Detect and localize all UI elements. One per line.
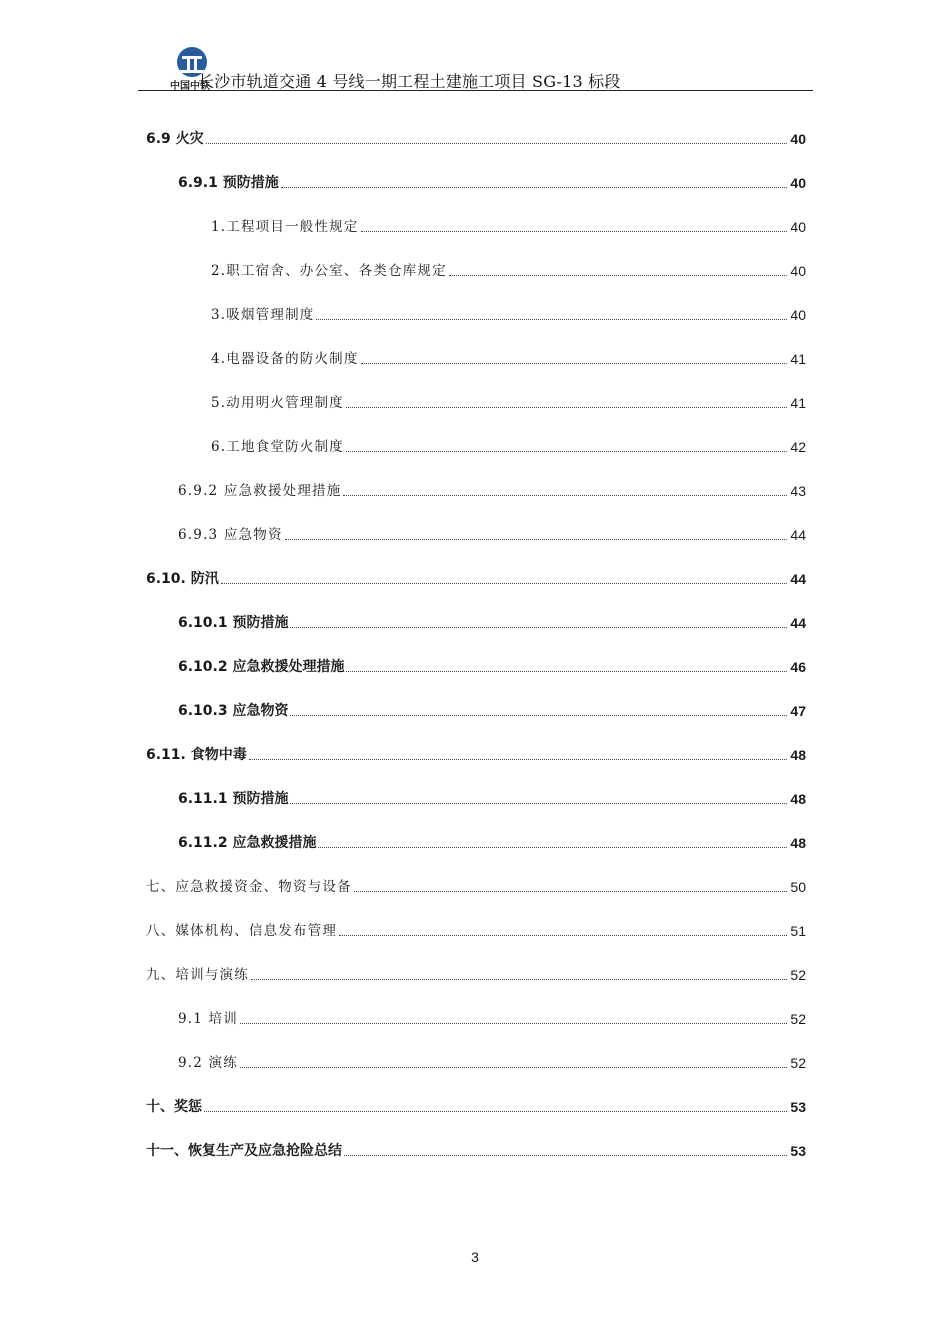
page-header bbox=[138, 40, 813, 92]
toc-entry[interactable] bbox=[146, 126, 806, 148]
toc-entry-page: 51 bbox=[790, 923, 806, 939]
toc-entry-label: 九、培训与演练 bbox=[146, 967, 249, 983]
toc-entry[interactable] bbox=[178, 522, 806, 544]
header-title: 长沙市轨道交通 4 号线一期工程土建施工项目 SG-13 标段 bbox=[198, 72, 621, 91]
toc-entry-label: 十、奖惩 bbox=[146, 1099, 202, 1115]
header-divider bbox=[138, 90, 813, 91]
toc-entry-page: 44 bbox=[790, 527, 806, 543]
toc-entry-page: 52 bbox=[790, 967, 806, 983]
toc-entry-label: 十一、恢复生产及应急抢险总结 bbox=[146, 1143, 342, 1159]
toc-entry-page: 43 bbox=[790, 483, 806, 499]
toc-entry[interactable] bbox=[178, 698, 806, 720]
toc-entry-page: 48 bbox=[790, 835, 806, 851]
toc-leader-dots bbox=[343, 494, 787, 496]
toc-entry[interactable] bbox=[146, 1094, 806, 1116]
toc-entry-page: 53 bbox=[790, 1099, 806, 1115]
toc-leader-dots bbox=[346, 406, 788, 408]
toc-entry-page: 48 bbox=[790, 791, 806, 807]
toc-leader-dots bbox=[361, 362, 788, 364]
toc-leader-dots bbox=[344, 1154, 787, 1156]
toc-leader-dots bbox=[316, 318, 787, 320]
toc-entry[interactable] bbox=[146, 874, 806, 896]
toc-entry-label: 七、应急救援资金、物资与设备 bbox=[146, 879, 352, 895]
toc-entry-label: 6.9.1 预防措施 bbox=[178, 175, 279, 191]
toc-entry-page: 41 bbox=[790, 395, 806, 411]
toc-entry-label: 1.工程项目一般性规定 bbox=[211, 219, 359, 235]
toc-entry-page: 42 bbox=[790, 439, 806, 455]
toc-entry[interactable] bbox=[178, 610, 806, 632]
toc-entry-page: 41 bbox=[790, 351, 806, 367]
toc-entry[interactable] bbox=[146, 962, 806, 984]
toc-entry-label: 9.1 培训 bbox=[178, 1011, 238, 1027]
toc-leader-dots bbox=[290, 626, 787, 628]
toc-entry[interactable] bbox=[146, 742, 806, 764]
toc-leader-dots bbox=[290, 802, 787, 804]
toc-entry-label: 9.2 演练 bbox=[178, 1055, 238, 1071]
toc-entry-label: 6.11.2 应急救援措施 bbox=[178, 835, 317, 851]
toc-entry-label: 6.9 火灾 bbox=[146, 131, 204, 147]
toc-entry[interactable] bbox=[178, 830, 806, 852]
toc-leader-dots bbox=[354, 890, 788, 892]
toc-entry-page: 40 bbox=[790, 131, 806, 147]
toc-leader-dots bbox=[240, 1066, 787, 1068]
toc-entry-page: 53 bbox=[790, 1143, 806, 1159]
toc-entry-label: 3.吸烟管理制度 bbox=[211, 307, 315, 323]
toc-entry[interactable] bbox=[146, 1138, 806, 1160]
toc-entry-page: 40 bbox=[790, 175, 806, 191]
toc-leader-dots bbox=[318, 846, 787, 848]
toc-entry-page: 40 bbox=[790, 307, 806, 323]
toc-entry[interactable] bbox=[178, 1050, 806, 1072]
toc-leader-dots bbox=[346, 450, 788, 452]
toc-leader-dots bbox=[339, 934, 787, 936]
toc-entry[interactable] bbox=[178, 654, 806, 676]
toc-entry-page: 52 bbox=[790, 1055, 806, 1071]
toc-entry-page: 48 bbox=[790, 747, 806, 763]
toc-entry[interactable] bbox=[146, 566, 806, 588]
toc-leader-dots bbox=[251, 978, 788, 980]
page-number: 3 bbox=[471, 1249, 479, 1265]
toc-entry[interactable] bbox=[211, 434, 806, 456]
toc-leader-dots bbox=[249, 758, 788, 760]
toc-entry-page: 50 bbox=[790, 879, 806, 895]
toc-entry[interactable] bbox=[146, 918, 806, 940]
toc-entry-label: 八、媒体机构、信息发布管理 bbox=[146, 923, 338, 939]
toc-entry-label: 6.10.1 预防措施 bbox=[178, 615, 289, 631]
toc-entry[interactable] bbox=[211, 346, 806, 368]
toc-entry-page: 44 bbox=[790, 615, 806, 631]
toc-leader-dots bbox=[240, 1022, 787, 1024]
toc-entry-label: 6.11.1 预防措施 bbox=[178, 791, 289, 807]
toc-entry-label: 6.11. 食物中毒 bbox=[146, 747, 247, 763]
toc-leader-dots bbox=[221, 582, 788, 584]
toc-leader-dots bbox=[361, 230, 788, 232]
toc-entry[interactable] bbox=[178, 1006, 806, 1028]
logo-text: 中国中铁 bbox=[170, 81, 210, 92]
toc-entry-label: 6.10.3 应急物资 bbox=[178, 703, 289, 719]
toc-leader-dots bbox=[285, 538, 788, 540]
toc-entry[interactable] bbox=[211, 258, 806, 280]
toc-entry[interactable] bbox=[211, 390, 806, 412]
toc-leader-dots bbox=[290, 714, 787, 716]
toc-entry-page: 44 bbox=[790, 571, 806, 587]
toc-leader-dots bbox=[346, 670, 787, 672]
toc-entry-label: 2.职工宿舍、办公室、各类仓库规定 bbox=[211, 263, 447, 279]
toc-leader-dots bbox=[206, 142, 788, 144]
toc-entry[interactable] bbox=[211, 302, 806, 324]
toc-entry-label: 6.10. 防汛 bbox=[146, 571, 219, 587]
toc-entry[interactable] bbox=[178, 478, 806, 500]
toc-entry-label: 6.工地食堂防火制度 bbox=[211, 439, 344, 455]
toc-entry-label: 5.动用明火管理制度 bbox=[211, 395, 344, 411]
toc-entry-label: 6.10.2 应急救援处理措施 bbox=[178, 659, 345, 675]
toc-entry-page: 40 bbox=[790, 263, 806, 279]
toc-entry[interactable] bbox=[211, 214, 806, 236]
toc-entry-label: 6.9.2 应急救援处理措施 bbox=[178, 483, 342, 499]
toc-leader-dots bbox=[449, 274, 788, 276]
toc-entry-page: 40 bbox=[790, 219, 806, 235]
toc-entry[interactable] bbox=[178, 786, 806, 808]
toc-entry-page: 52 bbox=[790, 1011, 806, 1027]
toc-leader-dots bbox=[281, 186, 788, 188]
toc-entry-page: 47 bbox=[790, 703, 806, 719]
toc-entry-page: 46 bbox=[790, 659, 806, 675]
toc-leader-dots bbox=[204, 1110, 787, 1112]
toc-entry-label: 6.9.3 应急物资 bbox=[178, 527, 283, 543]
toc-entry-label: 4.电器设备的防火制度 bbox=[211, 351, 359, 367]
toc-entry[interactable] bbox=[178, 170, 806, 192]
